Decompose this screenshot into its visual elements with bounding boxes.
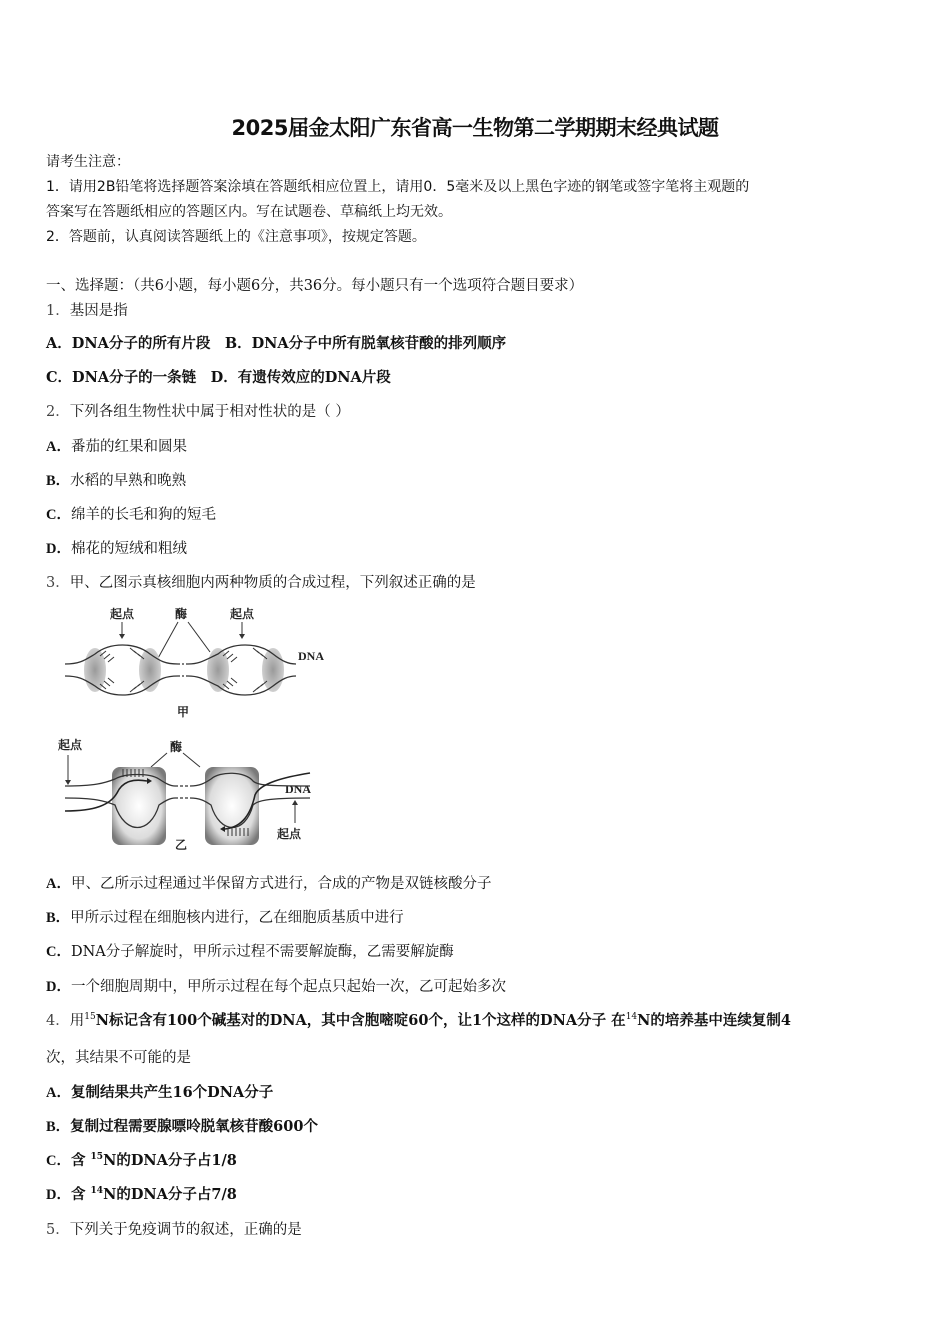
- q2-option-c[interactable]: [46, 505, 216, 525]
- figure-jia-replication: [60, 600, 340, 725]
- question-stem: 甲、乙图示真核细胞内两种物质的合成过程，下列叙述正确的是: [69, 575, 476, 591]
- option-text: 甲、乙所示过程通过半保留方式进行，合成的产物是双链核酸分子: [70, 876, 492, 892]
- question-stem: 基因是指: [69, 303, 128, 319]
- option-letter: C．: [46, 507, 71, 523]
- dna-label: DNA: [298, 649, 324, 663]
- q2-option-a[interactable]: [46, 437, 187, 457]
- isotope-superscript: 14: [90, 1186, 104, 1196]
- question-number: 5．: [46, 1222, 70, 1238]
- option-text: 绵羊的长毛和狗的短毛: [70, 507, 216, 523]
- q3-option-b[interactable]: [46, 908, 404, 928]
- dna-label: DNA: [285, 782, 311, 796]
- question-4: [46, 1011, 791, 1031]
- question-number: 4．: [46, 1013, 70, 1029]
- question-2: [46, 402, 350, 422]
- q3-option-d[interactable]: [46, 977, 506, 997]
- q3-option-a[interactable]: [46, 874, 491, 894]
- question-1: [46, 301, 128, 321]
- figure-yi-transcription: [55, 735, 325, 855]
- option-text: 一个细胞周期中，甲所示过程在每个起点只起始一次，乙可起始多次: [70, 979, 506, 995]
- option-letter: A．: [46, 1085, 71, 1101]
- origin-label: 起点: [230, 607, 255, 621]
- figure-caption: 乙: [175, 838, 188, 852]
- page-title: 2025届金太阳广东省高一生物第二学期期末经典试题: [231, 116, 719, 140]
- origin-label: 起点: [277, 827, 302, 841]
- option-letter: D．: [46, 541, 71, 557]
- isotope-superscript: 15: [90, 1152, 104, 1162]
- option-text: 甲所示过程在细胞核内进行，乙在细胞质基质中进行: [70, 910, 404, 926]
- option-text: N的DNA分子占1/8: [103, 1152, 237, 1169]
- origin-label: 起点: [110, 607, 135, 621]
- question-4-continued: 次，其结果不可能的是: [46, 1050, 191, 1066]
- option-prefix: 含: [70, 1186, 91, 1203]
- option-letter: C．: [46, 1153, 71, 1169]
- q1-options-line-1[interactable]: A．DNA分子的所有片段 B．DNA分子中所有脱氧核苷酸的排列顺序: [46, 335, 507, 352]
- question-3: [46, 573, 476, 593]
- notice-line-2: 答案写在答题纸相应的答题区内。写在试题卷、草稿纸上均无效。: [46, 204, 452, 220]
- q4-option-c[interactable]: [46, 1151, 237, 1171]
- stem-text: N标记含有100个碱基对的DNA，其中含胞嘧啶60个，让1个这样的DNA分子 在: [95, 1012, 626, 1029]
- q1-options-line-2[interactable]: C．DNA分子的一条链 D．有遗传效应的DNA片段: [46, 369, 391, 386]
- option-text: 水稻的早熟和晚熟: [70, 473, 187, 489]
- option-text: 复制过程需要腺嘌呤脱氧核苷酸600个: [70, 1118, 318, 1135]
- notice-heading: 请考生注意：: [46, 154, 130, 170]
- option-prefix: 含: [70, 1152, 91, 1169]
- question-number: 3．: [46, 575, 70, 591]
- notice-line-1: 1．请用2B铅笔将选择题答案涂填在答题纸相应位置上，请用0．5毫米及以上黑色字迹的钢笔或签字笔将主观题的: [46, 179, 750, 195]
- q4-option-d[interactable]: [46, 1185, 237, 1205]
- option-letter: C．: [46, 944, 71, 960]
- option-letter: B．: [46, 473, 71, 489]
- origin-label: 起点: [58, 738, 83, 752]
- option-letter: D．: [46, 1187, 71, 1203]
- option-text: N的DNA分子占7/8: [103, 1186, 237, 1203]
- question-stem: 下列各组生物性状中属于相对性状的是（ ）: [69, 404, 350, 420]
- q2-option-d[interactable]: [46, 539, 187, 559]
- q3-option-c[interactable]: [46, 942, 454, 962]
- option-text: 复制结果共产生16个DNA分子: [70, 1084, 274, 1101]
- option-letter: A．: [46, 439, 71, 455]
- section-heading: 一、选择题：（共6小题，每小题6分，共36分。每小题只有一个选项符合题目要求）: [46, 278, 584, 294]
- stem-text: 用: [69, 1013, 85, 1029]
- option-letter: D．: [46, 979, 71, 995]
- option-text: 番茄的红果和圆果: [70, 439, 187, 455]
- isotope-superscript: 15: [84, 1012, 96, 1022]
- q4-option-a[interactable]: [46, 1083, 273, 1103]
- question-5: [46, 1220, 302, 1240]
- figure-caption: 甲: [177, 705, 190, 719]
- option-text: DNA分子解旋时，甲所示过程不需要解旋酶，乙需要解旋酶: [70, 944, 454, 960]
- question-number: 2．: [46, 404, 70, 420]
- q4-option-b[interactable]: [46, 1117, 318, 1137]
- stem-text: N的培养基中连续复制4: [637, 1012, 791, 1029]
- enzyme-label: 酶: [175, 607, 188, 621]
- q2-option-b[interactable]: [46, 471, 186, 491]
- question-stem: 下列关于免疫调节的叙述，正确的是: [69, 1222, 302, 1238]
- enzyme-label: 酶: [170, 740, 183, 754]
- option-text: 棉花的短绒和粗绒: [70, 541, 187, 557]
- isotope-superscript: 14: [625, 1012, 638, 1022]
- option-letter: A．: [46, 876, 71, 892]
- option-letter: B．: [46, 910, 71, 926]
- option-letter: B．: [46, 1119, 71, 1135]
- question-number: 1．: [46, 303, 70, 319]
- notice-line-3: 2．答题前，认真阅读答题纸上的《注意事项》，按规定答题。: [46, 229, 426, 245]
